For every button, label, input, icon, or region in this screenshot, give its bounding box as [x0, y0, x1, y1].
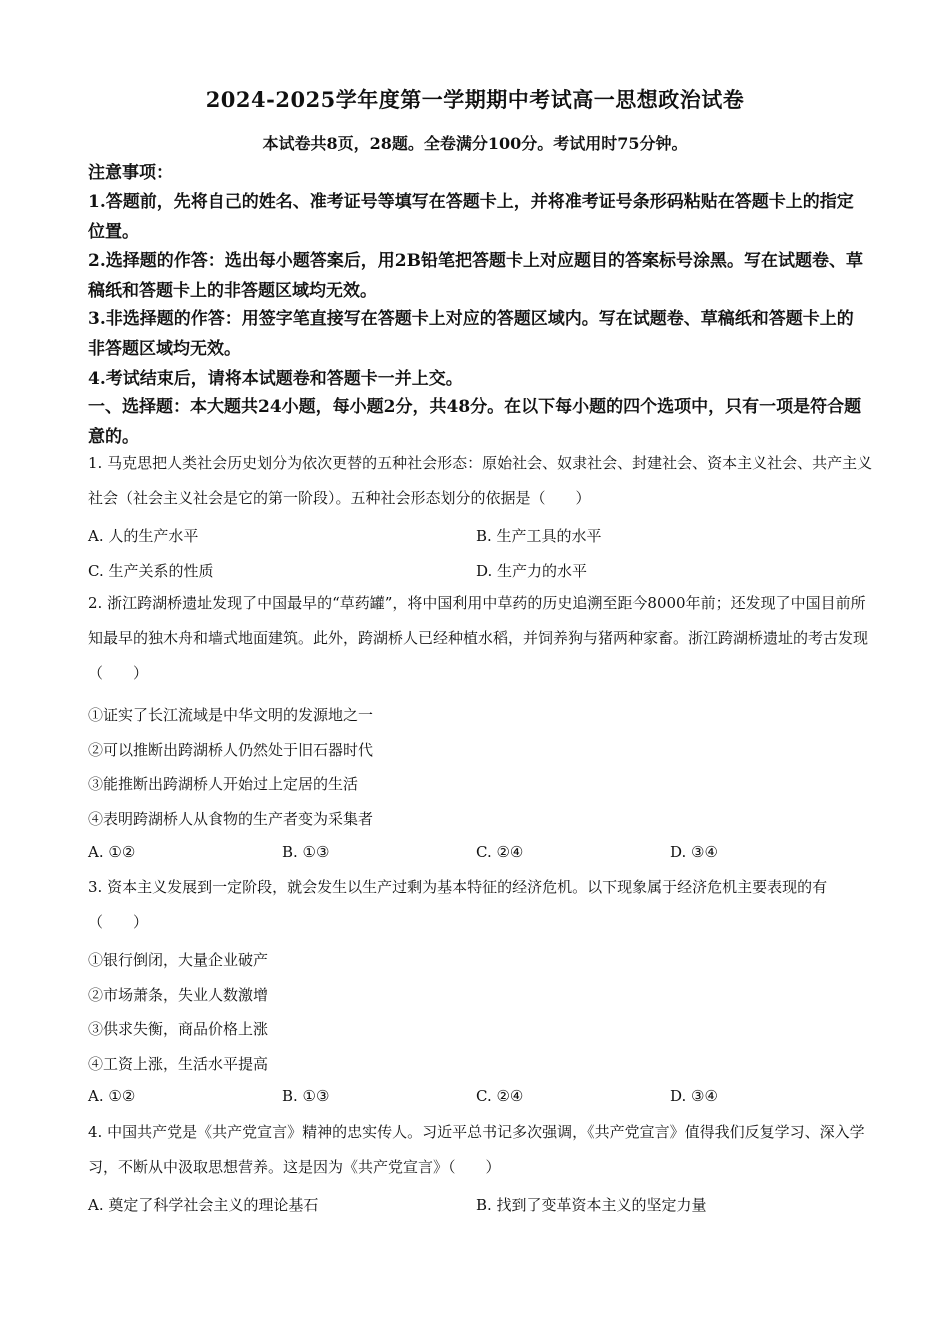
q3-statement-3: ③供求失衡，商品价格上涨 [88, 1020, 269, 1038]
q4-option-a: A. 奠定了科学社会主义的理论基石 [88, 1196, 319, 1214]
notice-heading: 注意事项： [88, 163, 173, 183]
q1-option-b: B. 生产工具的水平 [476, 527, 602, 545]
q2-statement-2: ②可以推断出跨湖桥人仍然处于旧石器时代 [88, 741, 374, 759]
q1-option-c: C. 生产关系的性质 [88, 562, 214, 580]
q2-statement-4: ④表明跨湖桥人从食物的生产者变为采集者 [88, 810, 374, 828]
q2-statement-1: ①证实了长江流域是中华文明的发源地之一 [88, 706, 374, 724]
q3-statement-4: ④工资上涨，生活水平提高 [88, 1055, 269, 1073]
q3-option-a: A. ①② [88, 1087, 136, 1105]
notice-item-3: 3.非选择题的作答：用签字笔直接写在答题卡上对应的答题区域内。写在试题卷、草稿纸和答题卡上的非答题区域均无效。 [88, 309, 854, 359]
notice-item-1: 1.答题前，先将自己的姓名、准考证号等填写在答题卡上，并将准考证号条形码粘贴在答题卡上的指定位置。 [88, 192, 854, 242]
question-1-stem: 1. 马克思把人类社会历史划分为依次更替的五种社会形态：原始社会、奴隶社会、封建社会、资本主义社会、共产主义社会（社会主义社会是它的第一阶段）。五种社会形态划分的依据是（ ） [88, 454, 873, 507]
q1-option-d: D. 生产力的水平 [476, 562, 588, 580]
page-title: 2024-2025学年度第一学期期中考试高一思想政治试卷 [205, 87, 745, 112]
notice-item-2: 2.选择题的作答：选出每小题答案后，用2B铅笔把答题卡上对应题目的答案标号涂黑。写在试题卷、草稿纸和答题卡上的非答题区域均无效。 [88, 251, 863, 301]
question-2-stem: 2. 浙江跨湖桥遗址发现了中国最早的“草药罐”，将中国利用中草药的历史追溯至距今8000年前；还发现了中国目前所知最早的独木舟和墙式地面建筑。此外，跨湖桥人已经种植水稻，并饲养狗与猪两种家畜。浙江跨湖桥遗址的考古发现（ ） [88, 594, 869, 682]
question-3-stem: 3. 资本主义发展到一定阶段，就会发生以生产过剩为基本特征的经济危机。以下现象属于经济危机主要表现的有（ ） [88, 878, 828, 931]
q2-option-c: C. ②④ [476, 843, 524, 861]
q3-statement-2: ②市场萧条，失业人数激增 [88, 986, 269, 1004]
q2-option-d: D. ③④ [670, 843, 718, 861]
q2-option-b: B. ①③ [282, 843, 330, 861]
q2-option-a: A. ①② [88, 843, 136, 861]
q3-option-d: D. ③④ [670, 1087, 718, 1105]
q4-option-b: B. 找到了变革资本主义的坚定力量 [476, 1196, 707, 1214]
q1-option-a: A. 人的生产水平 [88, 527, 199, 545]
page-subtitle: 本试卷共8页，28题。全卷满分100分。考试用时75分钟。 [262, 134, 688, 153]
q3-option-b: B. ①③ [282, 1087, 330, 1105]
q3-statement-1: ①银行倒闭，大量企业破产 [88, 951, 269, 969]
q2-statement-3: ③能推断出跨湖桥人开始过上定居的生活 [88, 775, 359, 793]
q3-option-c: C. ②④ [476, 1087, 524, 1105]
question-4-stem: 4. 中国共产党是《共产党宣言》精神的忠实传人。习近平总书记多次强调，《共产党宣言》值得我们反复学习、深入学习，不断从中汲取思想营养。这是因为《共产党宣言》（ ） [88, 1123, 865, 1176]
section-heading: 一、选择题：本大题共24小题，每小题2分，共48分。在以下每小题的四个选项中，只有一项是符合题意的。 [88, 397, 862, 447]
notice-item-4: 4.考试结束后，请将本试题卷和答题卡一并上交。 [88, 369, 463, 389]
